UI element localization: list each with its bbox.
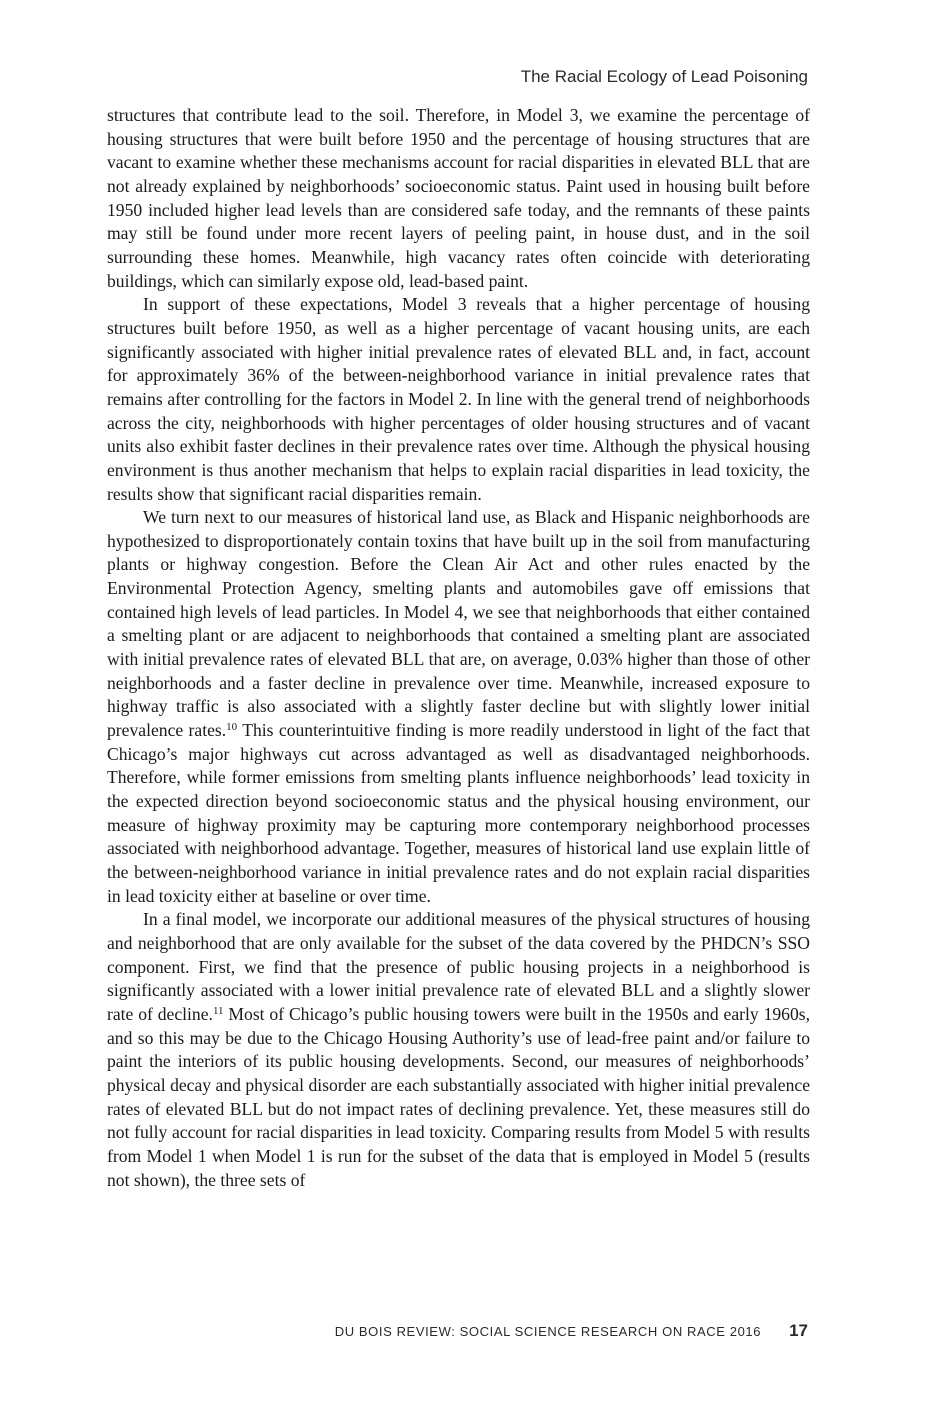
page-number: 17 [789, 1321, 808, 1340]
article-body [107, 104, 810, 1192]
paragraph-text: This counterintuitive finding is more readily understood in light of the fact that Chicago’s major highways cut across advantaged as well as disadvantaged neighborhoods. Therefore, while former emissions from smelting plants influence neighborhoods’ lead toxicity in the expected direction beyond socioeconomic status and the physical housing environment, our measure of highway proximity may be capturing more contemporary neighborhood processes associated with neighborhood advantage. Together, measures of historical land use explain little of the between-neighborhood variance in initial prevalence rates and do not explain racial disparities in lead toxicity either at baseline or over time. [107, 720, 810, 906]
paragraph [107, 293, 810, 506]
journal-name: DU BOIS REVIEW: SOCIAL SCIENCE RESEARCH ON RACE 2016 [334, 1324, 762, 1339]
footnote-ref[interactable]: 10 [226, 721, 238, 734]
paragraph [107, 506, 810, 908]
paragraph [107, 104, 810, 293]
paragraph-text: structures that contribute lead to the soil. Therefore, in Model 3, we examine the percentage of housing structures that were built before 1950 and the percentage of housing structures that are vacant to examine whether these mechanisms account for racial disparities in elevated BLL that are not already explained by neighborhoods’ socioeconomic status. Paint used in housing built before 1950 included higher lead levels than are considered safe today, and the remnants of these paints may still be found under more recent layers of peeling paint, in house dust, and in the soil surrounding these homes. Meanwhile, high vacancy rates often coincide with deteriorating buildings, which can similarly expose old, lead-based paint. [107, 105, 810, 291]
page-footer [335, 1321, 808, 1341]
footnote-ref[interactable]: 11 [212, 1004, 224, 1017]
running-head: The Racial Ecology of Lead Poisoning [520, 67, 808, 86]
paragraph-text: Most of Chicago’s public housing towers were built in the 1950s and early 1960s, and so this may be due to the Chicago Housing Authority’s use of lead-free paint and/or failure to paint the interiors of its public housing developments. Second, our measures of neighborhoods’ physical decay and physical disorder are each substantially associated with higher initial prevalence rates of elevated BLL but do not impact rates of declining prevalence. Yet, these measures still do not fully account for racial disparities in lead toxicity. Comparing results from Model 5 with results from Model 1 when Model 1 is run for the subset of the data that is employed in Model 5 (results not shown), the three sets of [107, 1003, 810, 1190]
paragraph-text: We turn next to our measures of historical land use, as Black and Hispanic neighborhoods are hypothesized to disproportionately contain toxins that have built up in the soil from manufacturing plants or highway congestion. Before the Clean Air Act and other rules enacted by the Environmental Protection Agency, smelting plants and automobiles gave off emissions that contained high levels of lead particles. In Model 4, we see that neighborhoods that either contained a smelting plant or are adjacent to neighborhoods that contained a smelting plant are associated with initial prevalence rates of elevated BLL that are, on average, 0.03% higher than those of other neighborhoods and a faster decline in prevalence over time. Meanwhile, increased exposure to highway traffic is also associated with a slightly faster decline but with slightly lower initial prevalence rates. [107, 507, 810, 741]
paragraph-text: In a final model, we incorporate our additional measures of the physical structures of housing and neighborhood that are only available for the subset of the data covered by the PHDCN’s SSO component. First, we find that the presence of public housing projects in a neighborhood is significantly associated with a lower initial prevalence rate of elevated BLL and a slightly slower rate of decline. [107, 909, 810, 1024]
paragraph-text: In support of these expectations, Model 3 reveals that a higher percentage of housing structures built before 1950, as well as a higher percentage of vacant housing units, are each significantly associated with higher initial prevalence rates of elevated BLL and, in fact, account for approximately 36% of the between-neighborhood variance in initial prevalence rates that remains after controlling for the factors in Model 2. In line with the general trend of neighborhoods across the city, neighborhoods with higher percentages of older housing structures and of vacant units also exhibit faster declines in their prevalence rates over time. Although the physical housing environment is thus another mechanism that helps to explain racial disparities in lead toxicity, the results show that significant racial disparities remain. [107, 294, 810, 504]
paragraph [107, 908, 810, 1192]
